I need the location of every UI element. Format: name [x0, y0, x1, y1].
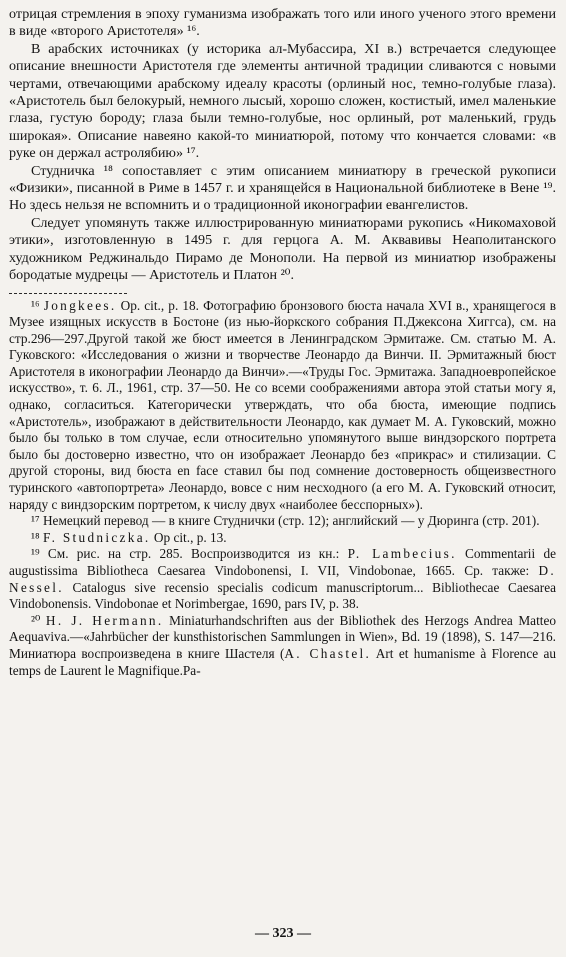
footnote-marker: ¹⁹: [31, 546, 40, 562]
footnote-text: Catalogus sive recensio specialis codicum manuscriptorum... Bibliothecae Caesarea Vindobonensis. Vindobonae et Norimbergae, 1690, pars IV, p. 38.: [9, 579, 556, 612]
paragraph: Следует упомянуть также иллюстрированную миниатюрами рукопись «Никомаховой этики», изготовленную в 1495 г. для герцога А. М. Аквавивы Неаполитанского художником Реджинальдо Пирамо де Монополи. На первой из миниатюр изображены бородатые мудрецы — Аристотель и Платон ²⁰.: [9, 214, 556, 284]
footnote-20: [9, 613, 556, 679]
footnote-marker: ²⁰: [31, 612, 41, 628]
footnote-text: Op cit., р. 13.: [153, 529, 227, 545]
footnote-author: P. Lambecius.: [347, 546, 457, 562]
footnote-text: Commentarii de augustissima Bibliotheca Caesarea Vindobonensi, I. VII, Vindobonae, 1665. Ср. также:: [9, 546, 557, 578]
footnote-text: Немецкий перевод — в книге Студнички (стр. 12); английский — у Дюринга (стр. 201).: [42, 513, 540, 529]
footnote-author: H. J. Hermann.: [45, 612, 164, 628]
main-text: [9, 6, 556, 285]
paragraph: В арабских источниках (у историка ал-Мубассира, XI в.) встречается следующее описание внешности Аристотеля где элементы античной традиции сливаются с новыми чертами, отвечающими арабскому идеалу красоты (орлиный нос, темно-голубые глаза). «Аристотель был белокурый, немного лысый, хорошо сложен, костистый, имел маленькие глаза, густую бороду; глаза были темно-голубые, нос орлиный, рот маленький, грудь широкая». Описание навеяно какой-то миниатюрой, потому что кончается словами: «в руке он держал астролябию» ¹⁷.: [9, 40, 556, 162]
footnote-text: Op. cit., р. 18. Фотографию бронзового бюста начала XVI в., хранящегося в Музее изящных искусств в Бостоне (из нью-йоркского собрания П.Джексона Хиггса), см. на стр.296—297.Другой такой же бюст имеется в Ленинградском Эрмитаже. См. статью М. А. Гуковского: «Исследования о жизни и творчестве Леонардо да Винчи. II. Эрмитажный бюст Аристотеля в иконографии Леонардо да Винчи».—«Труды Гос. Эрмитажа. Западноевропейское искусство», т. 6. Л., 1961, стр. 37—50. Не со всеми соображениями автора этой статьи могу я, однако, согласиться. Категорически утверждать, что оба бюста, имеющие подпись «Аристотель», изображают в действительности Леонардо, как думает М. А. Гуковский, можно было бы только в том случае, если относительно упомянутого выше виндзорского портрета было бы достоверно известно, что он изображает Леонардо без «прикрас» и стилизации. С другой стороны, вид бюста en face ставил бы под сомнение достоверность общеизвестного туринского «автопортрета» Леонардо, вовсе с ним несходного (а его М. А. Гуковский относит, наряду с виндзорским портретом, к числу двух «наиболее бесспорных»).: [9, 297, 556, 512]
footnote-text: Art et humanisme à Florence au temps de Laurent le Magnifique.Pa-: [9, 645, 557, 678]
paragraph: отрицая стремления в эпоху гуманизма изображать того или иного ученого этого времени в виде «второго Аристотеля» ¹⁶.: [9, 6, 556, 40]
footnote-author: F. Studniczka.: [42, 529, 151, 545]
footnote-19: [9, 546, 556, 612]
footnote-author: Jongkees.: [43, 297, 117, 313]
footnote-16: [9, 298, 556, 514]
footnote-text: Miniaturhandschriften aus der Bibliothek des Herzogs Andrea Matteo Aequaviva.—«Jahrbücher der kunsthistorischen Sammlungen in Wien», Bd. 19 (1898), S. 147—216. Миниатюра воспроизведена в книге Шастеля (: [9, 612, 557, 661]
footnote-17: [9, 513, 556, 530]
footnote-marker: ¹⁶: [31, 297, 40, 313]
footnotes: [9, 298, 556, 680]
footnote-author: A. Chastel.: [284, 645, 372, 661]
footnote-marker: ¹⁷: [31, 513, 40, 529]
footnote-divider: [9, 293, 127, 294]
footnote-marker: ¹⁸: [31, 529, 40, 545]
footnote-author: D. Nessel.: [9, 563, 556, 595]
page-number: — 323 —: [255, 926, 311, 941]
paragraph: Студничка ¹⁸ сопоставляет с этим описанием миниатюру в греческой рукописи «Физики», писанной в Риме в 1457 г. и хранящейся в Национальной библиотеке в Вене ¹⁹. Но здесь нельзя не вспомнить и о традиционной иконографии евангелистов.: [9, 162, 556, 214]
footnote-18: [9, 530, 556, 547]
footnote-text: См. рис. на стр. 285. Воспроизводится из кн.:: [47, 546, 340, 562]
